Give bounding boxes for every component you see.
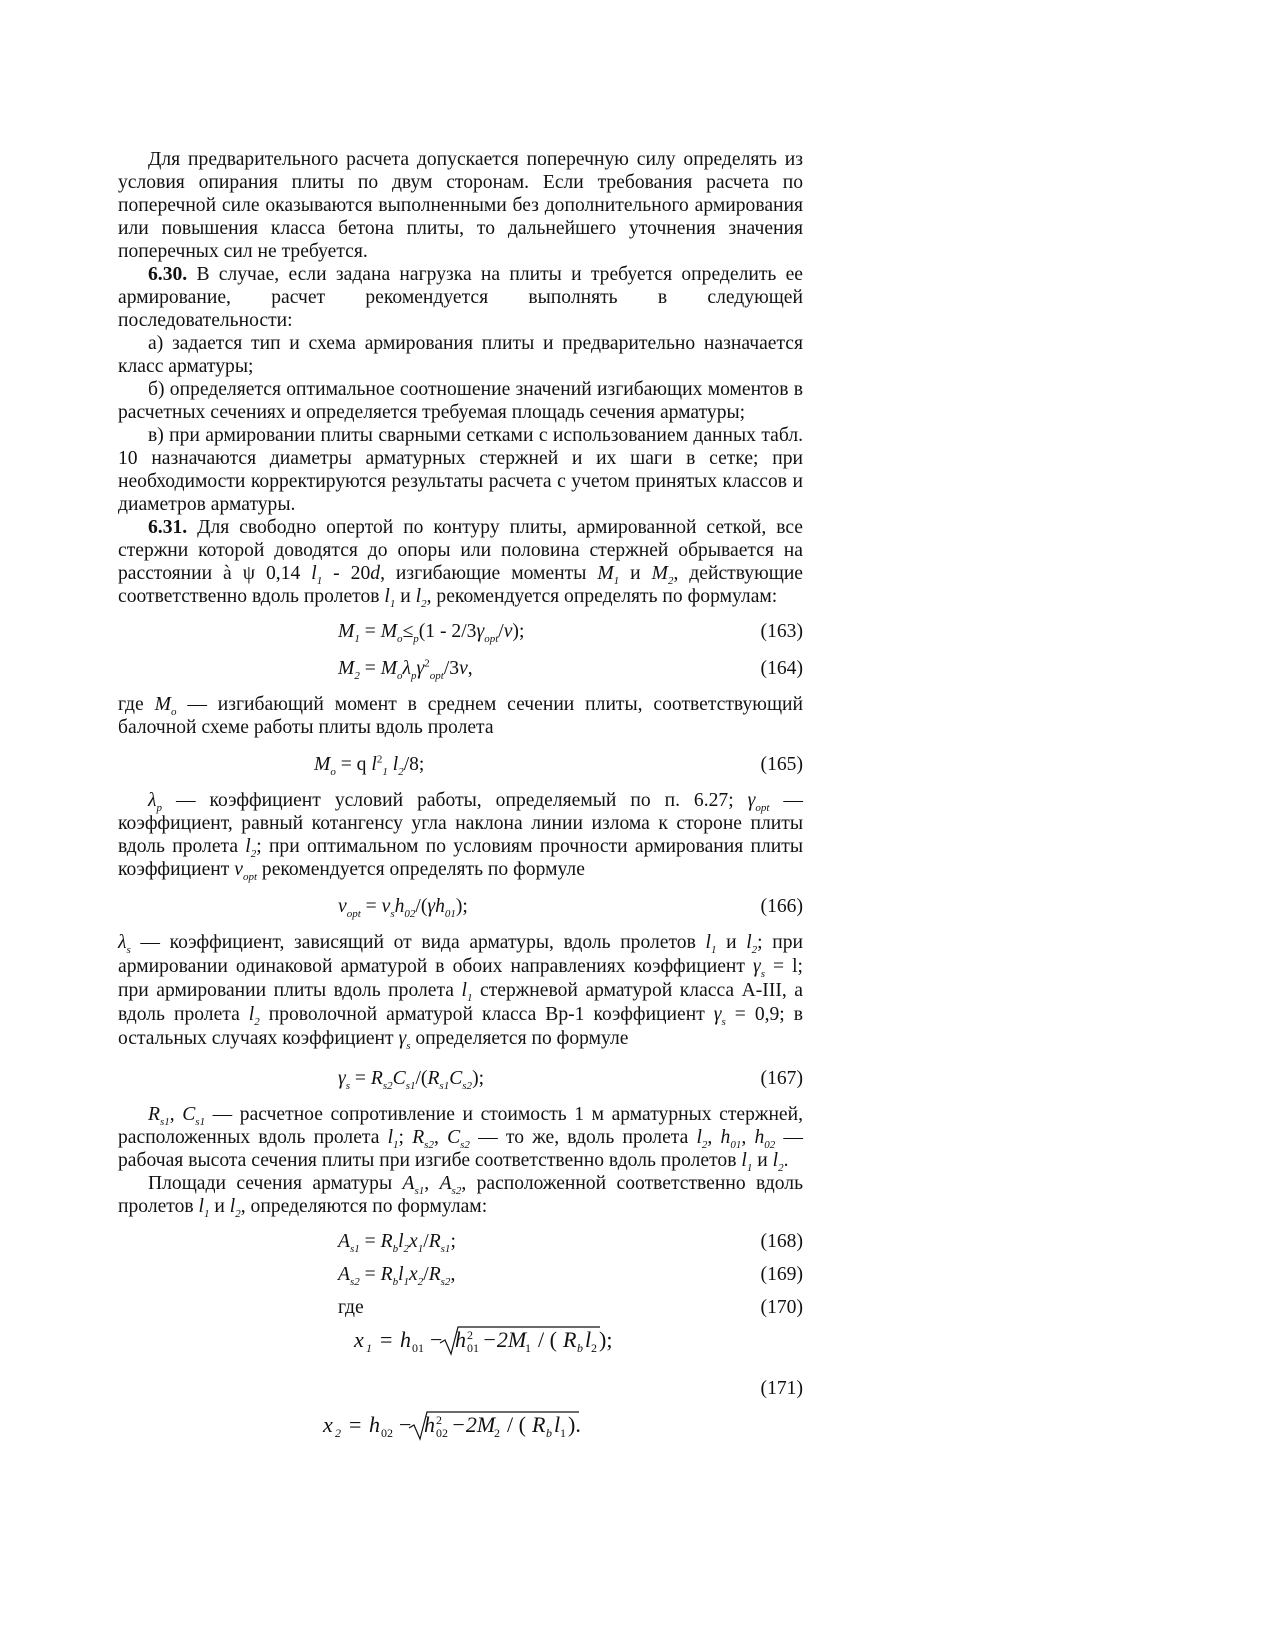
equation-167 xyxy=(118,1067,803,1090)
rb-symbol: R xyxy=(563,1327,577,1352)
h01-root-symbol: h xyxy=(455,1327,466,1352)
document-page xyxy=(118,148,803,1452)
equation-171-label xyxy=(118,1377,803,1400)
l2-sub: 2 xyxy=(591,1341,597,1355)
h02-sup: 2 xyxy=(436,1413,442,1427)
equation-164 xyxy=(118,657,803,680)
m1-sub: 1 xyxy=(525,1341,531,1355)
formula: $M_o = q$ $l^2_1$ $l_2/8$; xyxy=(314,753,425,778)
equation-170-label xyxy=(118,1296,803,1319)
formula-x2-svg xyxy=(118,1400,803,1452)
rb-symbol: R xyxy=(532,1412,546,1437)
equation-x1 xyxy=(118,1319,803,1371)
formula: $M_2 = M_o\lambda_p\gamma^2_{opt}/3\nu$, xyxy=(338,657,473,682)
equation-165 xyxy=(118,753,803,776)
paragraph-r-definitions: $R_{s1}$, $C_{s1}$ — расчетное сопротивление и стоимость 1 м арматурных стержней, расположенных вдоль пролета $l_1$; $R_{s2}$, $C_{s2}$ — то же, вдоль пролета $l_2$, $h_{01}$, $h_{02}$ — рабочая высота сечения плиты при изгибе соответственно вдоль пролетов $l_1$ и $l_2$. xyxy=(118,1104,804,1174)
equation-number: (163) xyxy=(760,621,803,642)
formula: $\nu_{opt} = \nu_sh_{02}/(\gamma h_{01})$; xyxy=(338,896,468,920)
rb-sub: b xyxy=(577,1341,583,1355)
equation-number: (166) xyxy=(760,896,803,917)
h02-root-symbol: h xyxy=(424,1412,435,1437)
list-item-b: б) определяется оптимальное соотношение значений изгибающих моментов в расчетных сечениях и определяется требуемая площадь сечения арматуры; xyxy=(118,379,803,423)
equation-number: (169) xyxy=(760,1264,803,1285)
l1-symbol: l xyxy=(554,1412,561,1437)
moment-term: −2M xyxy=(482,1327,527,1352)
divide: / ( xyxy=(507,1412,526,1437)
divide: / ( xyxy=(538,1327,557,1352)
minus: − xyxy=(430,1327,443,1352)
paragraph-6-31: 6.31. Для свободно опертой по контуру плиты, армированной сеткой, все стержни которой доводятся до опоры или половина стержней обрывается на расстоянии à ψ 0,14 $l_1 - 20d$, изгибающие моменты $M_1$ и $M_2$, действующие соответственно вдоль пролетов $l_1$ и $l_2$, рекомендуется определять по формулам: xyxy=(118,517,804,610)
paragraph-areas: Площади сечения арматуры $A_{s1}$, $A_{s2}$, расположенной соответственно вдоль пролетов $l_1$ и $l_2$, определяются по формулам: xyxy=(118,1173,804,1220)
equation-number: (170) xyxy=(760,1297,803,1318)
x1-sub: 1 xyxy=(366,1341,372,1355)
m2-sub: 2 xyxy=(494,1426,500,1440)
formula: $A_{s1} = R_bl_2x_1/R_{s1}$; xyxy=(338,1231,456,1255)
list-item-c: в) при армировании плиты сварными сетками с использованием данных табл. 10 назначаются диаметры арматурных стержней и их шаги в сетке; при необходимости корректируются результаты расчета с учетом принятых классов и диаметров арматуры. xyxy=(118,425,803,515)
h02-symbol: h xyxy=(369,1412,380,1437)
x2-symbol: x xyxy=(323,1412,333,1437)
minus: − xyxy=(399,1412,412,1437)
equals: = xyxy=(349,1412,362,1437)
equation-number: (171) xyxy=(760,1378,803,1399)
h01-sub: 01 xyxy=(412,1341,424,1355)
paragraph-lambda-s: $\lambda_s$ — коэффициент, зависящий от вида арматуры, вдоль пролетов $l_1$ и $l_2$; при армировании одинаковой арматурой в обоих направлениях коэффициент $\gamma_s = l$; при армировании плиты вдоль пролета $l_1$ стержневой арматурой класса A-III, а вдоль пролета $l_2$ проволочной арматурой класса Вр-1 коэффициент $\gamma_s = 0,9$; в остальных случаях коэффициент $\gamma_s$ определяется по формуле xyxy=(118,932,803,1052)
h02-sub: 02 xyxy=(381,1426,393,1440)
h01-root-sub: 01 xyxy=(467,1341,479,1355)
where-label: где xyxy=(338,1297,364,1318)
paragraph-lambda-p: $\lambda_p$ — коэффициент условий работы, определяемый по п. 6.27; $\gamma_{opt}$ — коэффициент, равный котангенсу угла наклона линии излома к стороне плиты вдоль пролета $l_2$; при оптимальном по условиям прочности армирования плиты коэффициент $\nu_{opt}$ рекомендуется определять по формуле xyxy=(118,790,803,883)
formula-x1-svg xyxy=(118,1319,803,1371)
x1-symbol: x xyxy=(354,1327,364,1352)
rb-sub: b xyxy=(546,1426,552,1440)
formula: $\gamma_s = R_{s2}C_{s1}/(R_{s1}C_{s2})$; xyxy=(338,1068,485,1092)
h02-root-sub: 02 xyxy=(436,1426,448,1440)
equation-168 xyxy=(118,1230,803,1253)
moment-term: −2M xyxy=(451,1412,496,1437)
x2-sub: 2 xyxy=(335,1426,341,1440)
equation-number: (165) xyxy=(760,754,803,775)
equation-number: (167) xyxy=(760,1068,803,1089)
paragraph-where-mo: где $M_o$ — изгибающий момент в среднем сечении плиты, соответствующий балочной схеме работы плиты вдоль пролета xyxy=(118,694,803,738)
equals: = xyxy=(380,1327,393,1352)
formula: $A_{s2} = R_bl_1x_2/R_{s2}$, xyxy=(338,1264,456,1288)
list-item-a: а) задается тип и схема армирования плиты и предварительно назначается класс арматуры; xyxy=(118,333,803,377)
clause-number: 6.31. xyxy=(148,517,188,538)
formula: $M_1 = M_o\le_p(1 - 2/3\gamma_{opt}/\nu)$; xyxy=(338,621,525,645)
equation-166 xyxy=(118,895,803,918)
paragraph-6-30: 6.30. В случае, если задана нагрузка на плиты и требуется определить ее армирование, расчет рекомендуется выполнять в следующей последовательности: xyxy=(118,264,803,331)
h01-sup: 2 xyxy=(467,1328,473,1342)
clause-number: 6.30. xyxy=(148,264,188,285)
equation-x2 xyxy=(118,1400,803,1452)
l2-symbol: l xyxy=(585,1327,592,1352)
equation-163 xyxy=(118,620,803,643)
h01-symbol: h xyxy=(400,1327,411,1352)
paragraph-shear-force: Для предварительного расчета допускается поперечную силу определять из условия опирания плиты по двум сторонам. Если требования расчета по поперечной силе оказываются выполненными без дополнительного армирования или повышения класса бетона плиты, то дальнейшего уточнения значения поперечных сил не требуется. xyxy=(118,149,803,262)
close: ); xyxy=(599,1327,613,1352)
equation-169 xyxy=(118,1263,803,1286)
l1-sub: 1 xyxy=(560,1426,566,1440)
equation-number: (168) xyxy=(760,1231,803,1252)
equation-number: (164) xyxy=(760,658,803,679)
close: ). xyxy=(568,1412,581,1437)
